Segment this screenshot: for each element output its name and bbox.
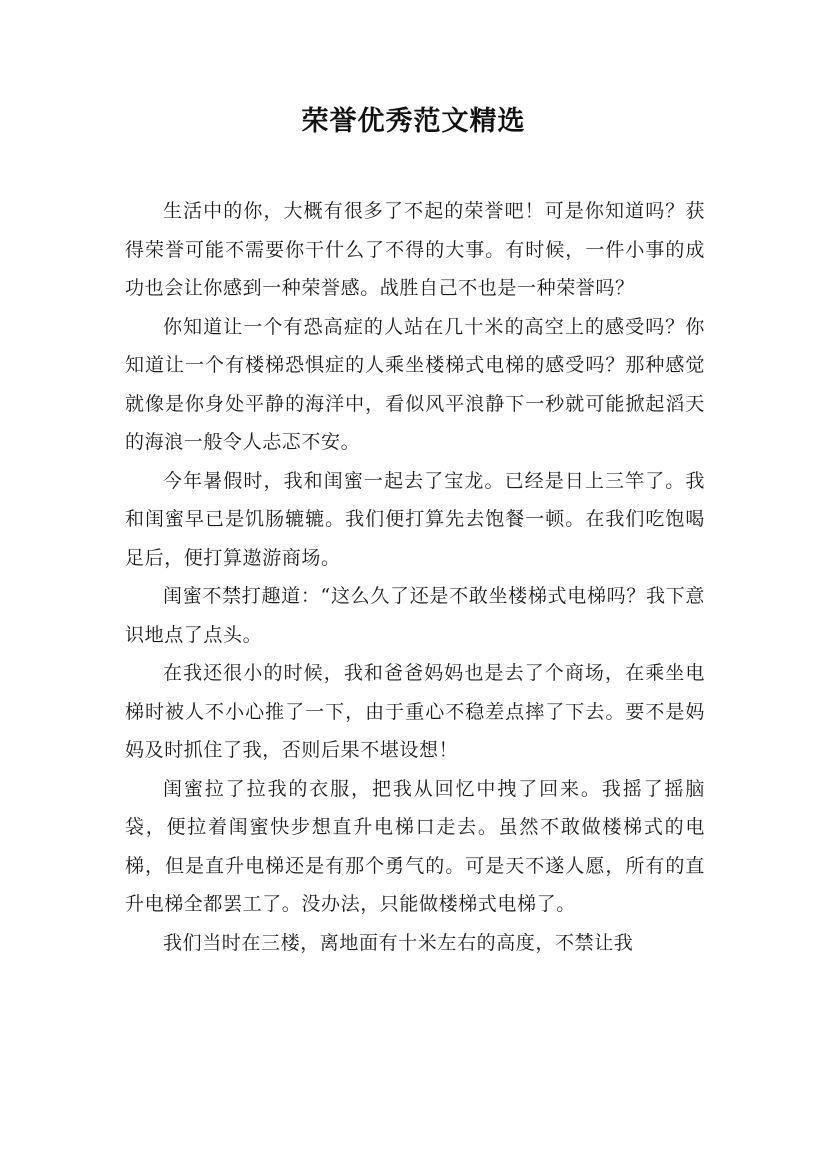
paragraph: 你知道让一个有恐高症的人站在几十米的高空上的感受吗？你知道让一个有楼梯恐惧症的人乘坐楼梯式电梯的感受吗？那种感觉就像是你身处平静的海洋中，看似风平浪静下一秒就可能掀起滔天的海浪一般令人忐忑不安。	[125, 315, 705, 453]
paragraph: 闺蜜不禁打趣道：“这么久了还是不敢坐楼梯式电梯吗？我下意识地点了点头。	[125, 585, 705, 646]
paragraph: 闺蜜拉了拉我的衣服，把我从回忆中拽了回来。我摇了摇脑袋，便拉着闺蜜快步想直升电梯口走去。虽然不敢做楼梯式的电梯，但是直升电梯还是有那个勇气的。可是天不遂人愿，所有的直升电梯全都罢工了。没办法，只能做楼梯式电梯了。	[125, 777, 705, 915]
document-title: 荣誉优秀范文精选	[301, 106, 526, 137]
paragraph: 在我还很小的时候，我和爸爸妈妈也是去了个商场，在乘坐电梯时被人不小心推了一下，由于重心不稳差点摔了下去。要不是妈妈及时抓住了我，否则后果不堪设想！	[125, 662, 705, 761]
paragraph: 今年暑假时，我和闺蜜一起去了宝龙。已经是日上三竿了。我和闺蜜早已是饥肠辘辘。我们便打算先去饱餐一顿。在我们吃饱喝足后，便打算遨游商场。	[125, 469, 705, 569]
paragraph: 我们当时在三楼，离地面有十米左右的高度，不禁让我	[163, 931, 634, 954]
document-body	[125, 192, 705, 962]
paragraph: 生活中的你，大概有很多了不起的荣誉吧！可是你知道吗？获得荣誉可能不需要你干什么了不得的大事。有时候，一件小事的成功也会让你感到一种荣誉感。战胜自己不也是一种荣誉吗？	[125, 200, 705, 299]
